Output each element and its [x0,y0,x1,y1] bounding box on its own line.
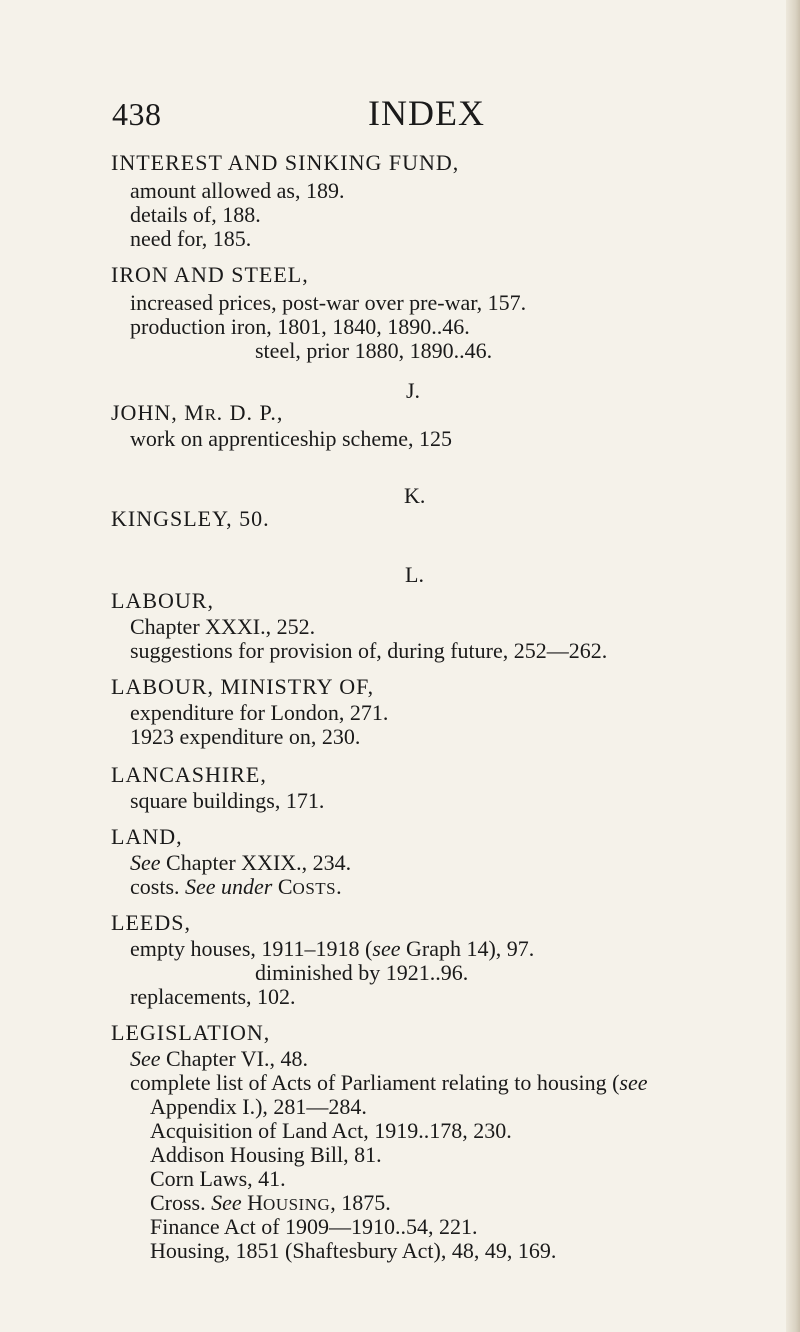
subentry: Corn Laws, 41. [150,1166,286,1191]
subentry: Finance Act of 1909—1910..54, 221. [150,1214,478,1239]
entry-heading: IRON AND STEEL, [111,262,309,287]
page-edge [786,0,800,1332]
subentry: costs. See under COSTS. [130,874,342,899]
entry-heading: JOHN, MR. D. P., [111,400,284,425]
subentry: Acquisition of Land Act, 1919..178, 230. [150,1118,512,1143]
subentry: increased prices, post-war over pre-war, 157. [130,290,527,315]
section-letter: K. [404,483,426,508]
subentry: Housing, 1851 (Shaftesbury Act), 48, 49, 169. [150,1238,557,1263]
subentry: replacements, 102. [130,984,296,1009]
subentry: steel, prior 1880, 1890..46. [255,338,493,363]
subentry: Addison Housing Bill, 81. [150,1142,382,1167]
subentry: See Chapter VI., 48. [130,1046,308,1071]
section-letter: J. [406,378,421,403]
subentry: complete list of Acts of Parliament relating to housing (see [130,1070,648,1095]
entry-heading: INTEREST AND SINKING FUND, [111,150,460,175]
entry-heading: LABOUR, MINISTRY OF, [111,674,375,699]
entry-heading: LEEDS, [111,910,191,935]
subentry: empty houses, 1911–1918 (see Graph 14), 97. [130,936,535,961]
subentry: Appendix I.), 281—284. [150,1094,367,1119]
subentry: Chapter XXXI., 252. [130,614,316,639]
subentry: expenditure for London, 271. [130,700,389,725]
page-number: 438 [112,96,162,132]
section-letter: L. [405,562,424,587]
subentry: Cross. See HOUSING, 1875. [150,1190,391,1215]
entry-heading: LEGISLATION, [111,1020,271,1045]
subentry: square buildings, 171. [130,788,325,813]
subentry: 1923 expenditure on, 230. [130,724,361,749]
subentry: amount allowed as, 189. [130,178,345,203]
entry-heading: LANCASHIRE, [111,762,267,787]
subentry: diminished by 1921..96. [255,960,469,985]
running-head: INDEX [368,93,485,133]
subentry: See Chapter XXIX., 234. [130,850,352,875]
subentry: suggestions for provision of, during future, 252—262. [130,638,608,663]
subentry: need for, 185. [130,226,252,251]
entry-heading: LABOUR, [111,588,214,613]
subentry: work on apprenticeship scheme, 125 [130,426,452,451]
entry-heading: KINGSLEY, 50. [111,506,270,531]
subentry: production iron, 1801, 1840, 1890..46. [130,314,470,339]
subentry: details of, 188. [130,202,261,227]
entry-heading: LAND, [111,824,183,849]
